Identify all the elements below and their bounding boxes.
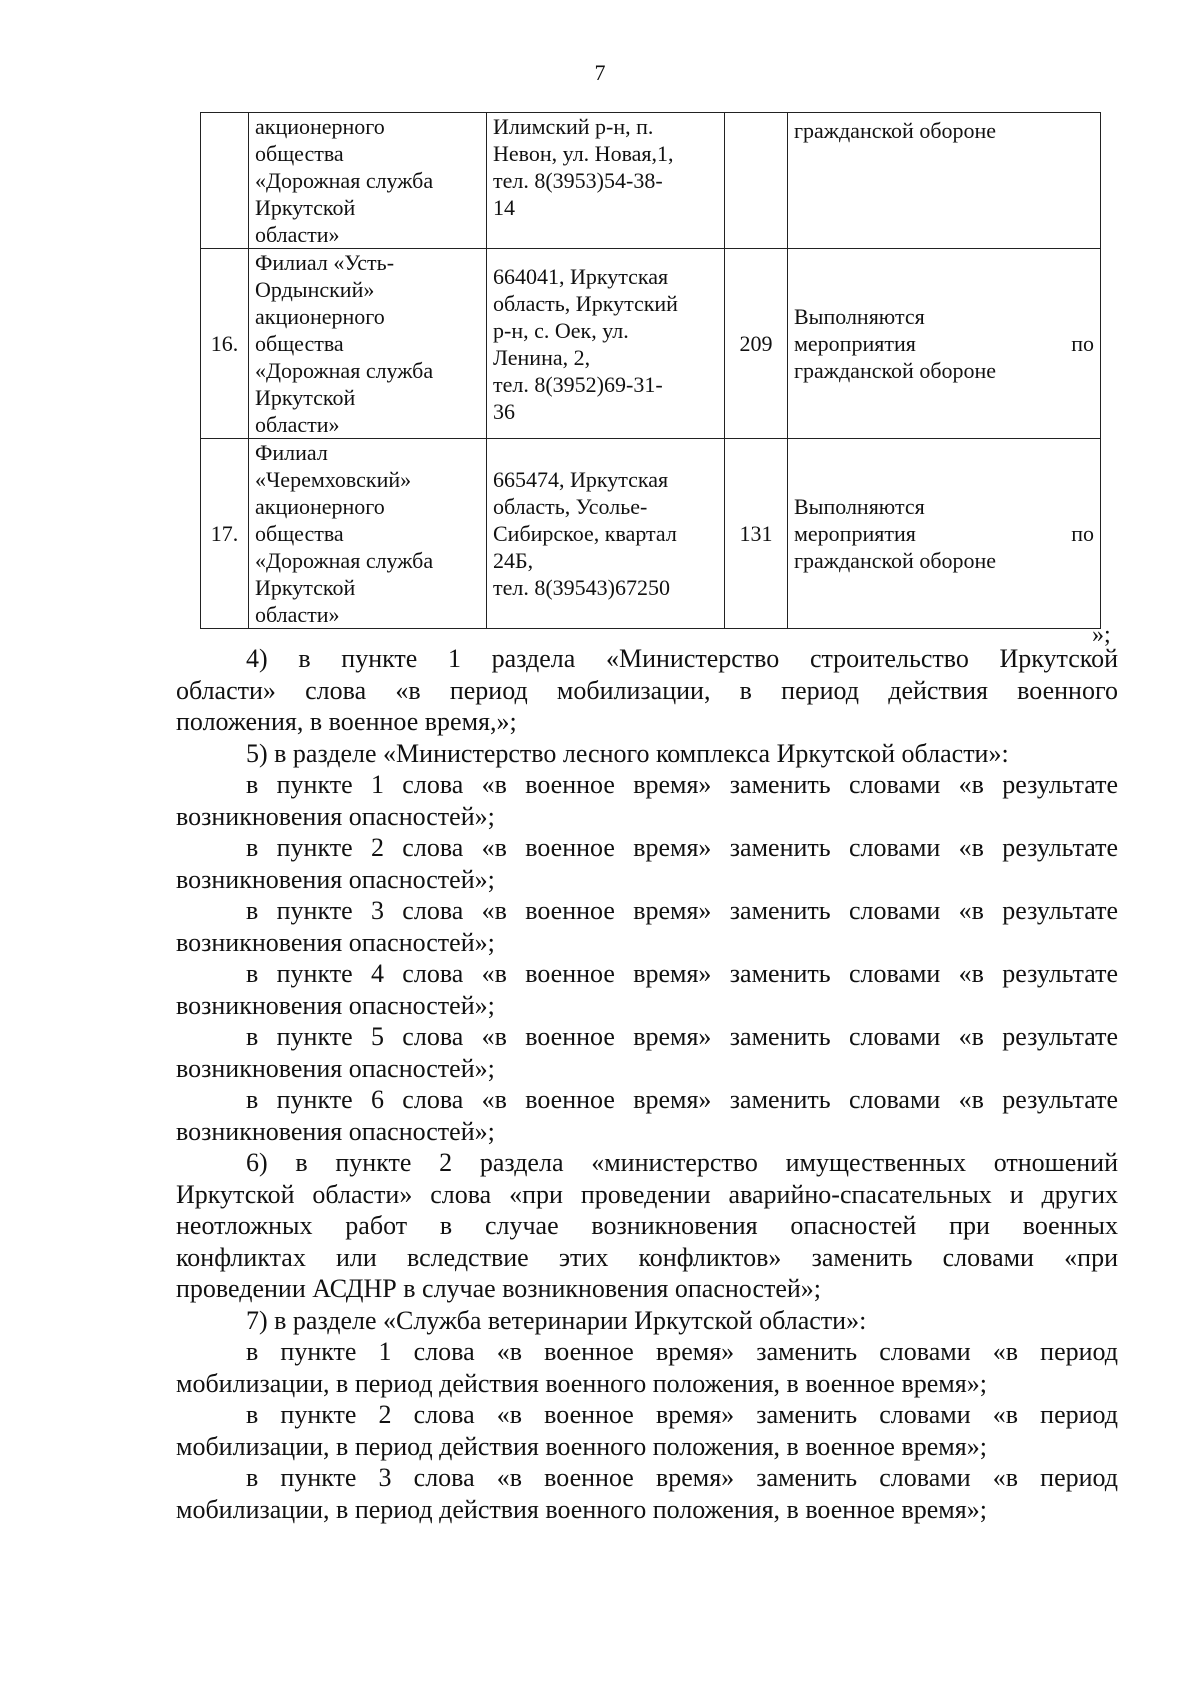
paragraph-item-7-2 xyxy=(176,1399,1118,1462)
paragraph-line: Иркутской области» слова «при проведении аварийно-спасательных и других xyxy=(176,1179,1118,1209)
paragraph-line: в пункте 1 слова «в военное время» заменить словами «в период xyxy=(246,1337,1118,1366)
row-number-cell: 16. xyxy=(201,249,249,439)
paragraph-line: конфликтах или вследствие этих конфликтов» заменить словами «при xyxy=(176,1242,1118,1272)
paragraph-item-5-5 xyxy=(176,1021,1118,1084)
paragraph-line: проведении АСДНР в случае возникновения опасностей»; xyxy=(176,1274,822,1303)
table-row xyxy=(201,113,1101,249)
paragraph-item-5-2 xyxy=(176,832,1118,895)
paragraph-line: области» слова «в период мобилизации, в период действия военного xyxy=(176,675,1118,705)
paragraph-line: мобилизации, в период действия военного положения, в военное время»; xyxy=(176,1368,987,1398)
paragraph-item-5-4 xyxy=(176,958,1118,1021)
paragraph-line: в пункте 3 слова «в военное время» заменить словами «в период xyxy=(246,1463,1118,1492)
paragraph-item-7-3 xyxy=(176,1462,1118,1525)
paragraph-line: мобилизации, в период действия военного положения, в военное время»; xyxy=(176,1494,987,1524)
page-number: 7 xyxy=(594,60,606,85)
note-cell: Выполняются мероприятия по гражданской обороне xyxy=(788,249,1101,439)
paragraph-line: в пункте 2 слова «в военное время» заменить словами «в результате xyxy=(246,833,1118,862)
address-cell: Илимский р-н, п. Невон, ул. Новая,1, тел. 8(3953)54-38- 14 xyxy=(487,113,725,249)
count-cell: 131 xyxy=(725,439,788,629)
paragraph-line: возникновения опасностей»; xyxy=(176,801,495,831)
paragraph-item-5-3 xyxy=(176,895,1118,958)
paragraph-item-5-6 xyxy=(176,1084,1118,1147)
note-cell: гражданской обороне xyxy=(788,113,1101,249)
paragraph-line: возникновения опасностей»; xyxy=(176,1116,495,1146)
organizations-table xyxy=(200,112,1101,629)
table-row xyxy=(201,439,1101,629)
address-cell: 665474, Иркутская область, Усолье- Сибирское, квартал 24Б, тел. 8(39543)67250 xyxy=(487,439,725,629)
paragraph-line: в пункте 6 слова «в военное время» заменить словами «в результате xyxy=(246,1085,1118,1114)
paragraph-item-6 xyxy=(176,1147,1118,1305)
paragraph-line: 5) в разделе «Министерство лесного комплекса Иркутской области»: xyxy=(246,738,1009,768)
paragraph-line: в пункте 2 слова «в военное время» заменить словами «в период xyxy=(246,1400,1118,1429)
paragraph-line: возникновения опасностей»; xyxy=(176,864,495,894)
paragraph-item-5-1 xyxy=(176,769,1118,832)
organization-cell: Филиал «Усть- Ордынский» акционерного общества «Дорожная служба Иркутской области» xyxy=(249,249,487,439)
paragraph-item-4 xyxy=(176,643,1118,738)
paragraph-line: в пункте 1 слова «в военное время» заменить словами «в результате xyxy=(246,770,1118,799)
organization-cell: Филиал «Черемховский» акционерного общества «Дорожная служба Иркутской области» xyxy=(249,439,487,629)
address-cell: 664041, Иркутская область, Иркутский р-н, с. Оек, ул. Ленина, 2, тел. 8(3952)69-31- 36 xyxy=(487,249,725,439)
paragraph-line: возникновения опасностей»; xyxy=(176,1053,495,1083)
paragraph-line: 4) в пункте 1 раздела «Министерство строительство Иркутской xyxy=(246,644,1118,673)
paragraph-item-7-1 xyxy=(176,1336,1118,1399)
count-cell xyxy=(725,113,788,249)
organization-cell: акционерного общества «Дорожная служба Иркутской области» xyxy=(249,113,487,249)
table-closing-quote: »; xyxy=(1092,622,1111,648)
paragraph-line: неотложных работ в случае возникновения опасностей при военных xyxy=(176,1211,1118,1240)
paragraph-line: возникновения опасностей»; xyxy=(176,927,495,957)
count-cell: 209 xyxy=(725,249,788,439)
table-row xyxy=(201,249,1101,439)
paragraph-line: 6) в пункте 2 раздела «министерство имущественных отношений xyxy=(246,1148,1118,1177)
row-number-cell: 17. xyxy=(201,439,249,629)
note-cell: Выполняются мероприятия по гражданской обороне xyxy=(788,439,1101,629)
paragraph-line: положения, в военное время,»; xyxy=(176,707,517,736)
paragraph-line: в пункте 3 слова «в военное время» заменить словами «в результате xyxy=(246,896,1118,925)
paragraph-line: в пункте 5 слова «в военное время» заменить словами «в результате xyxy=(246,1022,1118,1051)
paragraph-line: мобилизации, в период действия военного положения, в военное время»; xyxy=(176,1431,987,1461)
paragraph-item-7 xyxy=(176,1305,1118,1337)
row-number-cell xyxy=(201,113,249,249)
amendments-text xyxy=(176,643,1118,1525)
paragraph-line: 7) в разделе «Служба ветеринарии Иркутской области»: xyxy=(246,1305,867,1335)
paragraph-line: возникновения опасностей»; xyxy=(176,990,495,1020)
paragraph-line: в пункте 4 слова «в военное время» заменить словами «в результате xyxy=(246,959,1118,988)
paragraph-item-5 xyxy=(176,738,1118,770)
